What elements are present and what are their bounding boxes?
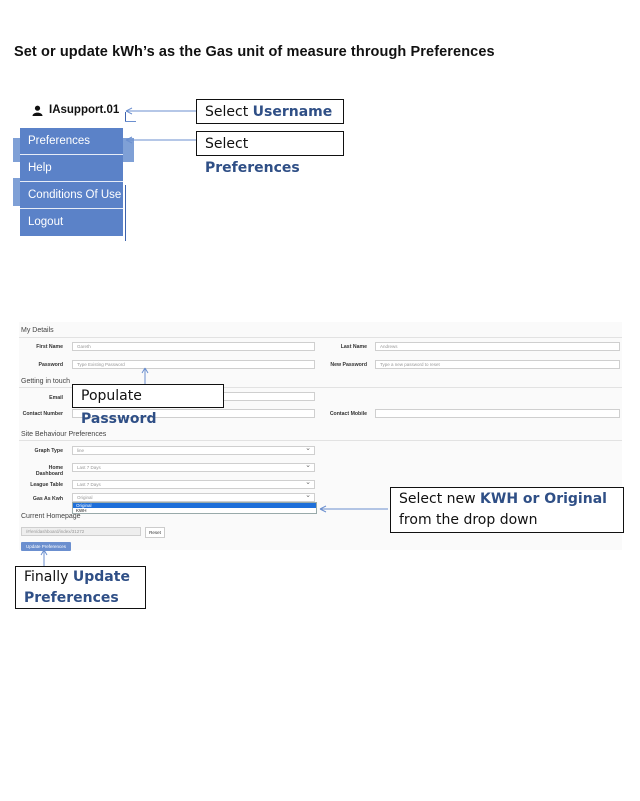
- contact-number-label: Contact Number: [22, 411, 63, 417]
- gas-option-original[interactable]: Original: [73, 503, 316, 508]
- menu-item-logout[interactable]: Logout: [28, 216, 64, 228]
- graph-type-label: Graph Type: [34, 448, 63, 454]
- user-menu-trigger[interactable]: [32, 104, 119, 116]
- menu-item-help[interactable]: Help: [20, 155, 123, 182]
- section-getting-in-touch: Getting in touch: [21, 378, 71, 385]
- menu-item-conditions-of-use[interactable]: Conditions Of Use: [20, 182, 123, 209]
- gas-as-kwh-label: Gas As Kwh: [32, 496, 63, 502]
- last-name-label: Last Name: [340, 344, 367, 350]
- reset-button[interactable]: Reset: [145, 527, 165, 538]
- password-field[interactable]: Type Existing Password: [72, 360, 315, 369]
- gas-option-kwh[interactable]: KWH: [76, 508, 87, 513]
- graph-type-select[interactable]: line ⌄: [72, 446, 315, 455]
- callout-select-unit: Select new KWH or Original from the drop down: [390, 487, 624, 533]
- league-table-label: League Table: [30, 482, 63, 488]
- callout-select-username: Select Username: [196, 99, 344, 124]
- last-name-field[interactable]: Andrews: [375, 342, 620, 351]
- page-title: Set or update kWh’s as the Gas unit of measure through Preferences: [14, 44, 495, 60]
- username-label: IAsupport.01: [49, 104, 120, 116]
- callout-update-preferences: Finally Update Preferences: [15, 566, 146, 609]
- password-label: Password: [38, 362, 63, 368]
- user-icon: [32, 105, 43, 116]
- gas-as-kwh-select[interactable]: Original ⌄: [72, 493, 315, 502]
- contact-mobile-label: Contact Mobile: [329, 411, 367, 417]
- first-name-label: First Name: [36, 344, 63, 350]
- user-dropdown-menu: [20, 128, 123, 236]
- callout-arrows: [120, 105, 200, 155]
- league-table-select[interactable]: Last 7 Days ⌄: [72, 480, 315, 489]
- section-site-behaviour: Site Behaviour Preferences: [21, 431, 107, 438]
- section-current-homepage: Current Homepage: [21, 513, 81, 520]
- home-dashboard-label: Home Dashboard: [35, 465, 63, 477]
- menu-item-preferences[interactable]: Preferences: [20, 128, 123, 155]
- connector-line: [125, 185, 126, 241]
- update-preferences-button[interactable]: Update Preferences: [21, 542, 71, 551]
- home-dashboard-select[interactable]: Last 7 Days ⌄: [72, 463, 315, 472]
- callout-populate-password: Populate Password: [72, 384, 224, 408]
- new-password-field[interactable]: Type a new password to reset: [375, 360, 620, 369]
- email-label: Email: [49, 395, 63, 401]
- section-my-details: My Details: [21, 327, 54, 334]
- first-name-field[interactable]: Gareth: [72, 342, 315, 351]
- homepage-field[interactable]: /#/en/dashboard/index/31272: [21, 527, 141, 536]
- callout-select-preferences: Select Preferences: [196, 131, 344, 156]
- new-password-label: New Password: [330, 362, 367, 368]
